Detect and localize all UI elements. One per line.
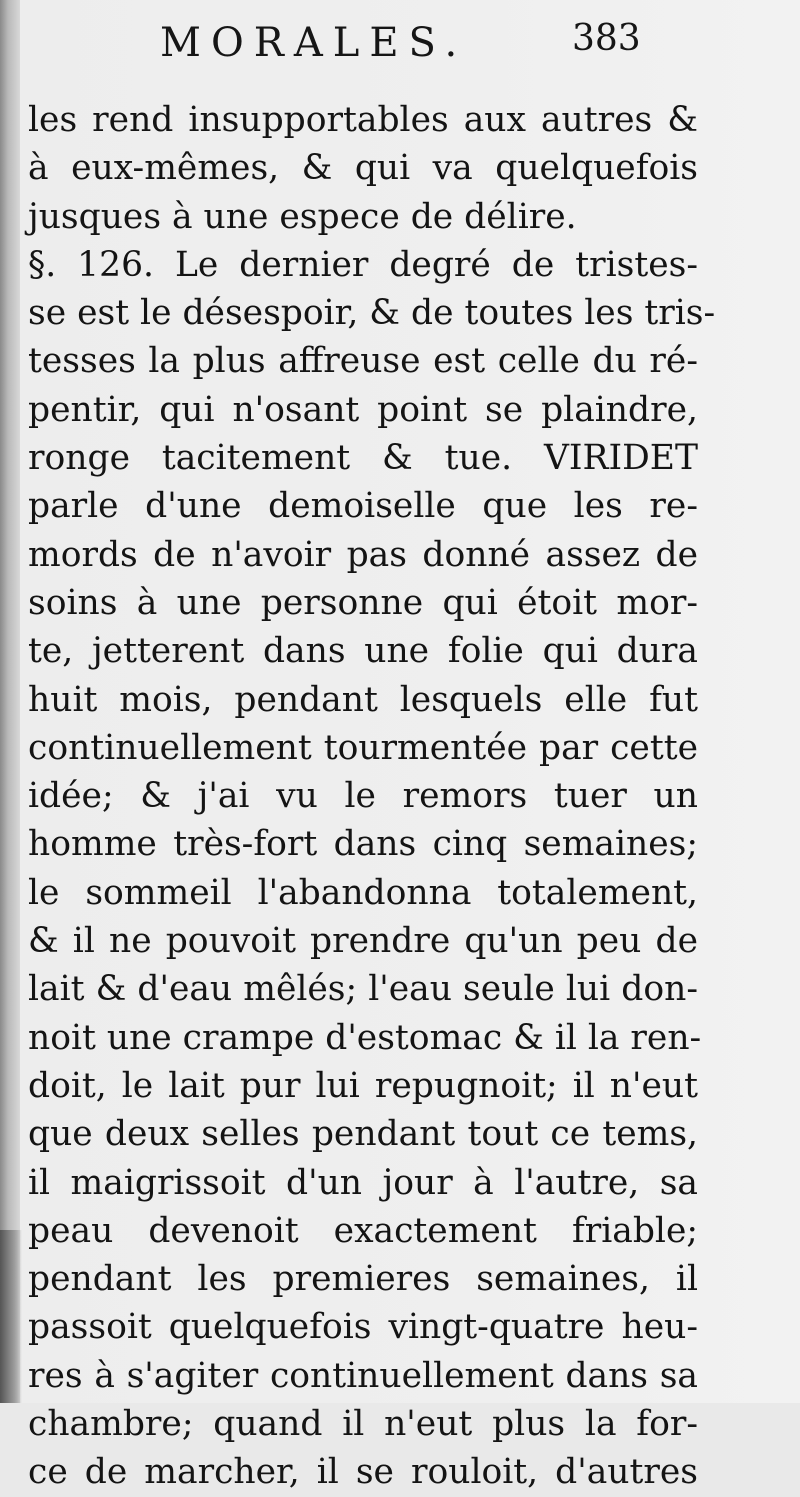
- text-line: soins à une personne qui étoit mor-: [28, 582, 698, 623]
- page-number: 383: [572, 18, 641, 59]
- text-line: il maigrissoit d'un jour à l'autre, sa: [28, 1162, 698, 1203]
- text-line: te, jetterent dans une folie qui dura: [28, 631, 698, 672]
- text-line: & il ne pouvoit prendre qu'un peu de: [28, 921, 698, 962]
- text-line: jusques à une espece de délire.: [28, 196, 577, 237]
- text-line: ce de marcher, il se rouloit, d'autres: [28, 1452, 698, 1493]
- text-line: res à s'agiter continuellement dans sa: [28, 1355, 698, 1396]
- text-line: le sommeil l'abandonna totalement,: [28, 872, 698, 913]
- text-line: chambre; quand il n'eut plus la for-: [28, 1404, 698, 1445]
- text-line: tesses la plus affreuse est celle du ré-: [28, 341, 698, 382]
- page-gutter: [0, 0, 20, 1403]
- text-line: mords de n'avoir pas donné assez de: [28, 534, 698, 575]
- text-line: passoit quelquefois vingt-quatre heu-: [28, 1307, 698, 1348]
- text-line: pendant les premieres semaines, il: [28, 1259, 698, 1300]
- text-line: lait & d'eau mêlés; l'eau seule lui don-: [28, 969, 698, 1010]
- text-line: huit mois, pendant lesquels elle fut: [28, 679, 698, 720]
- text-line: se est le désespoir, & de toutes les tris-: [28, 293, 716, 334]
- text-line: ronge tacitement & tue. VIRIDET: [28, 438, 698, 479]
- text-line: les rend insupportables aux autres &: [28, 100, 698, 140]
- text-line: noit une crampe d'estomac & il la ren-: [28, 1017, 702, 1058]
- spine-shadow: [0, 1230, 22, 1403]
- text-line: idée; & j'ai vu le remors tuer un: [28, 776, 698, 817]
- text-line: à eux-mêmes, & qui va quelquefois: [28, 148, 698, 189]
- text-line: homme très-fort dans cinq semaines;: [28, 824, 698, 865]
- text-line: parle d'une demoiselle que les re-: [28, 486, 698, 527]
- text-line: doit, le lait pur lui repugnoit; il n'eut: [28, 1065, 698, 1106]
- text-line: pentir, qui n'osant point se plaindre,: [28, 389, 698, 430]
- section-start-line: §. 126. Le dernier degré de tristes-: [28, 244, 698, 285]
- text-line: que deux selles pendant tout ce tems,: [28, 1114, 698, 1155]
- running-head: MORALES.: [160, 20, 468, 66]
- body-text: [28, 96, 716, 1497]
- text-line: continuellement tourmentée par cette: [28, 727, 698, 768]
- text-line: peau devenoit exactement friable;: [28, 1210, 698, 1251]
